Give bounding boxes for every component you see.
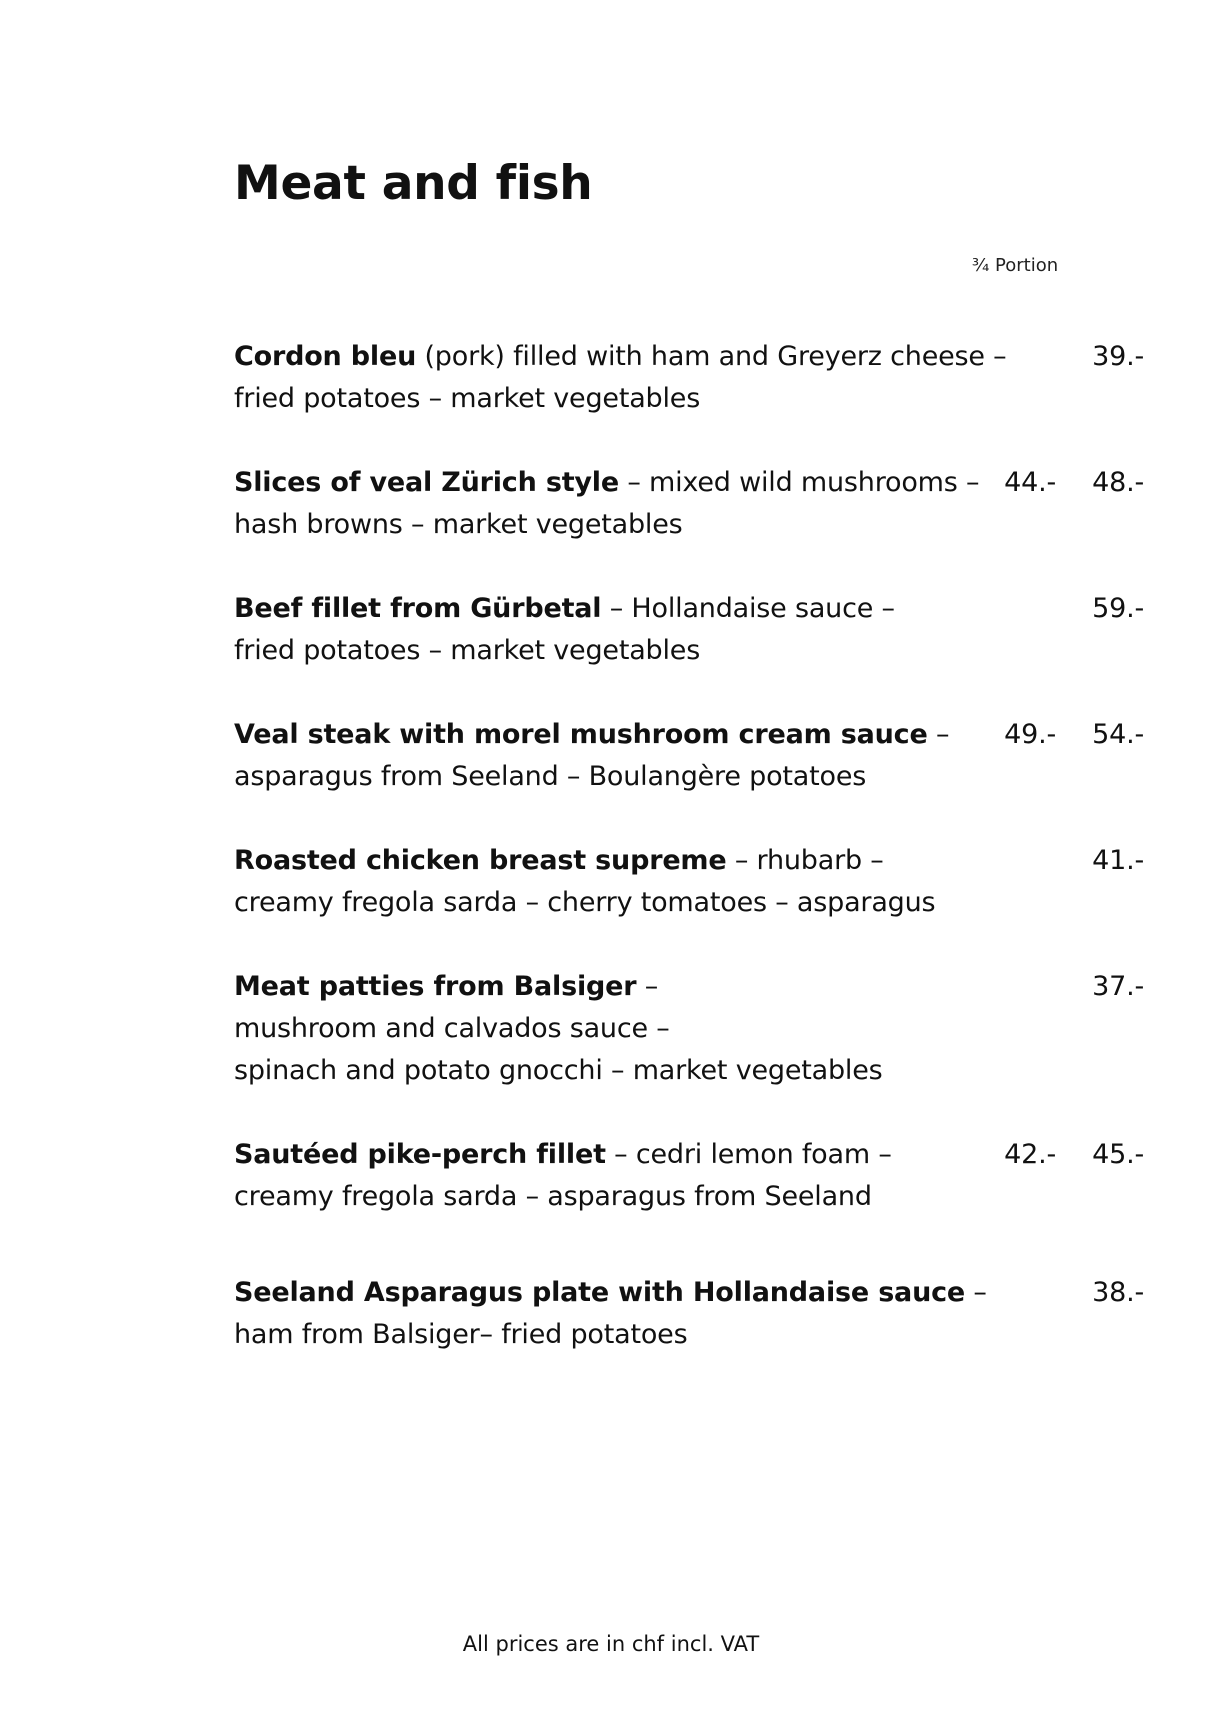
menu-item — [234, 1272, 1144, 1356]
price-full: 41.- — [1092, 845, 1144, 876]
price-full: 54.- — [1092, 719, 1144, 750]
price-three-quarter: 49.- — [1004, 719, 1056, 750]
item-line-2: fried potatoes – market vegetables — [234, 383, 701, 414]
item-detail: – mixed wild mushrooms – — [618, 467, 980, 498]
item-line-1 — [234, 1134, 1034, 1176]
item-detail: – — [927, 719, 950, 750]
item-description — [234, 840, 1034, 924]
item-detail: – cedri lemon foam – — [605, 1139, 892, 1170]
item-line-2: mushroom and calvados sauce – — [234, 1013, 670, 1044]
price-full: 38.- — [1092, 1277, 1144, 1308]
price-full: 59.- — [1092, 593, 1144, 624]
menu-item — [234, 336, 1144, 420]
item-detail: – Hollandaise sauce – — [601, 593, 895, 624]
item-description — [234, 462, 1034, 546]
item-description — [234, 588, 1034, 672]
portion-column-header: ¾ Portion — [971, 255, 1059, 276]
item-name: Veal steak with morel mushroom cream sauce — [234, 719, 928, 750]
vat-note: All prices are in chf incl. VAT — [462, 1632, 760, 1656]
item-line-2: ham from Balsiger– fried potatoes — [234, 1319, 688, 1350]
price-full: 45.- — [1092, 1139, 1144, 1170]
price-full: 39.- — [1092, 341, 1144, 372]
item-line-2: asparagus from Seeland – Boulangère potatoes — [234, 761, 867, 792]
item-detail: – — [965, 1277, 987, 1308]
item-line-2: fried potatoes – market vegetables — [234, 635, 701, 666]
item-name: Sautéed pike-perch fillet — [234, 1139, 606, 1170]
item-line-1 — [234, 462, 1034, 504]
item-line-1 — [234, 336, 1034, 378]
item-name: Meat patties from Balsiger — [234, 971, 637, 1002]
item-name: Roasted chicken breast supreme — [234, 845, 727, 876]
item-description — [234, 336, 1034, 420]
menu-item — [234, 1134, 1144, 1218]
item-line-2: hash browns – market vegetables — [234, 509, 683, 540]
price-full: 48.- — [1092, 467, 1144, 498]
item-line-1 — [234, 840, 1034, 882]
page-title: Meat and fish — [234, 156, 593, 211]
item-name: Cordon bleu — [234, 341, 417, 372]
item-description — [234, 1272, 1034, 1356]
menu-item — [234, 714, 1144, 798]
item-line-1 — [234, 714, 1034, 756]
item-line-1 — [234, 966, 1034, 1008]
item-detail: – — [636, 971, 659, 1002]
item-description — [234, 1134, 1034, 1218]
price-three-quarter: 44.- — [1004, 467, 1056, 498]
menu-item — [234, 840, 1144, 924]
item-description — [234, 714, 1034, 798]
item-line-1 — [234, 588, 1034, 630]
item-line-1 — [234, 1272, 1034, 1314]
item-name: Beef fillet from Gürbetal — [234, 593, 602, 624]
item-description — [234, 966, 1034, 1092]
item-detail: (pork) filled with ham and Greyerz cheese – — [416, 341, 1007, 372]
price-full: 37.- — [1092, 971, 1144, 1002]
menu-item — [234, 462, 1144, 546]
menu-list — [234, 336, 1144, 1356]
price-three-quarter: 42.- — [1004, 1139, 1056, 1170]
item-line-3: spinach and potato gnocchi – market vegetables — [234, 1055, 883, 1086]
menu-item — [234, 966, 1144, 1092]
menu-item — [234, 588, 1144, 672]
item-line-2: creamy fregola sarda – asparagus from Seeland — [234, 1181, 872, 1212]
item-detail: – rhubarb – — [726, 845, 884, 876]
item-name: Slices of veal Zürich style — [234, 467, 619, 498]
item-line-2: creamy fregola sarda – cherry tomatoes – asparagus — [234, 887, 936, 918]
item-name: Seeland Asparagus plate with Hollandaise sauce — [234, 1277, 966, 1308]
